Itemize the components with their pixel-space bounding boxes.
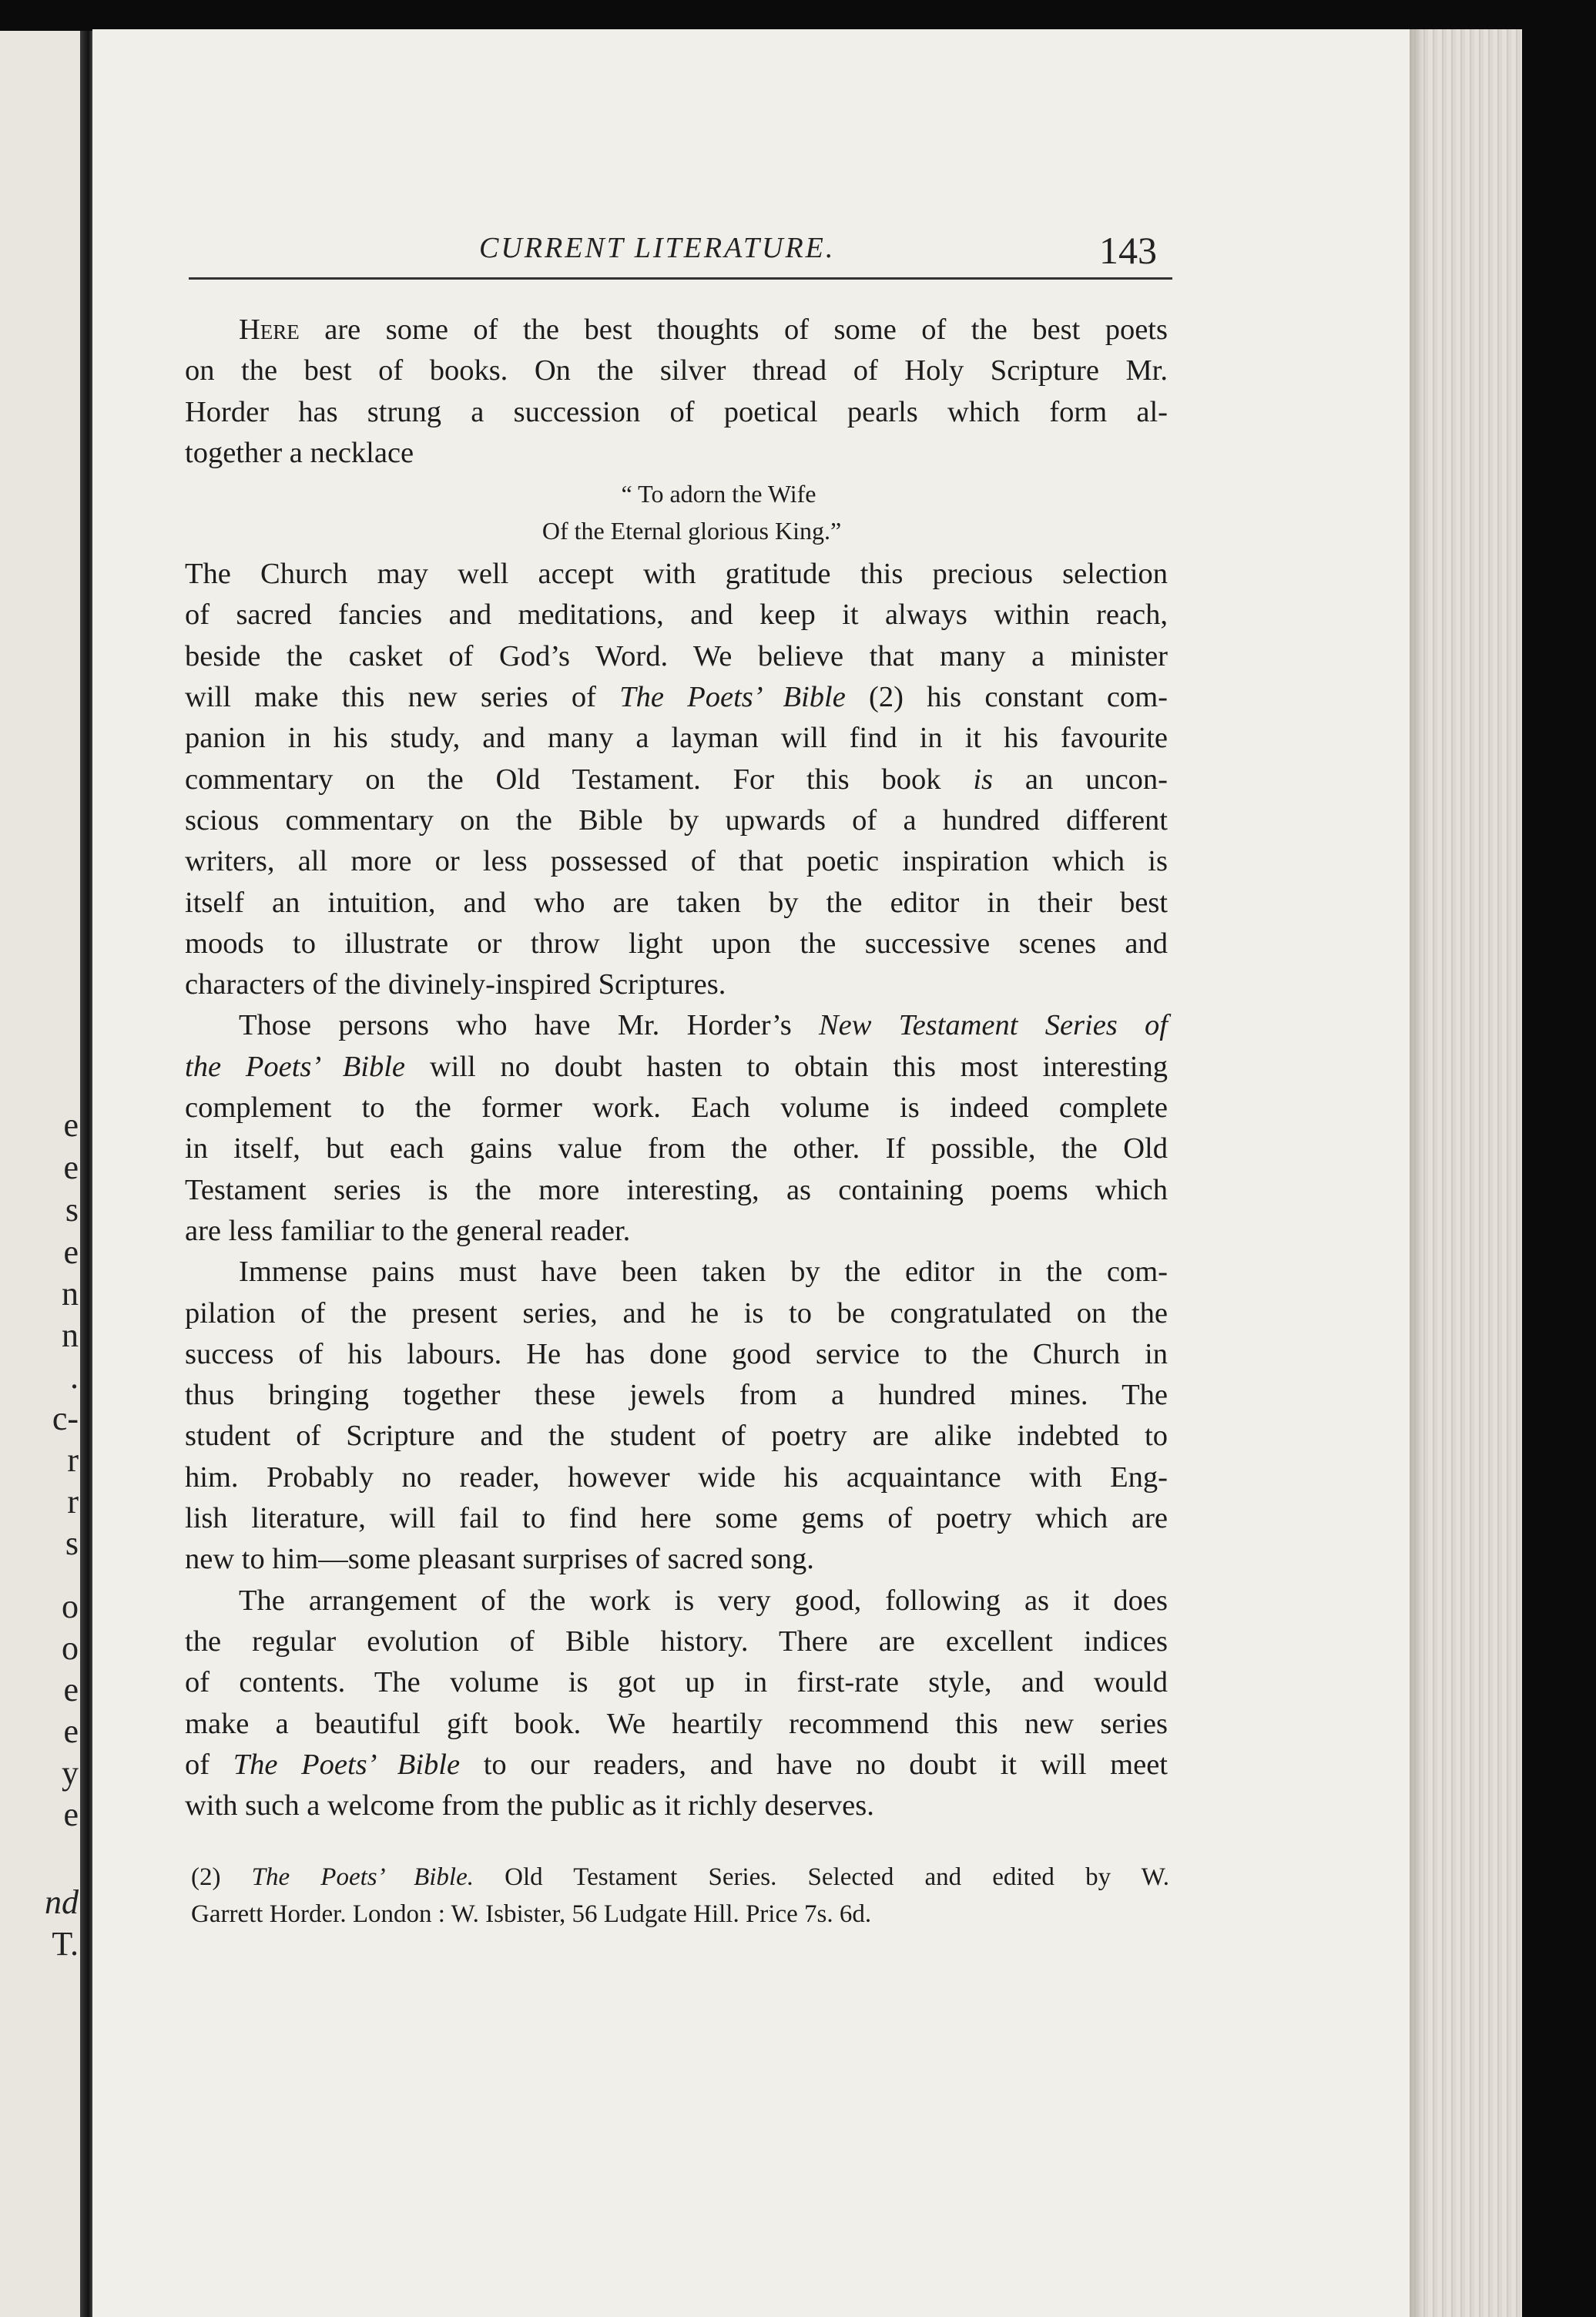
header-rule [189,277,1172,280]
text-line: with such a welcome from the public as it richly deserves. [185,1789,874,1822]
quote-line: Of the Eternal glorious King.” [542,517,842,545]
text-line: on the best of books. On the silver thread of Holy Scripture Mr. [185,354,1168,387]
text-line: complement to the former work. Each volume is indeed complete [185,1091,1168,1125]
text-line: Here are some of the best thoughts of some of the best poets [239,314,1168,346]
page-stack-edge [1410,29,1522,2317]
book-title: The Poets’ Bible [619,681,846,714]
left-page-fragment: y [62,1754,79,1792]
text-line: in itself, but each gains value from the other. If possible, the Old [185,1132,1168,1165]
footnote-line: Garrett Horder. London : W. Isbister, 56 Ludgate Hill. Price 7s. 6d. [191,1900,872,1928]
text-line: lish literature, will fail to find here some gems of poetry which are [185,1502,1168,1535]
article-body [185,310,1168,1826]
text-line: the Poets’ Bible will no doubt hasten to obtain this most interesting [185,1050,1168,1083]
book-title: New Testament Series of [818,1009,1168,1042]
book-title: the Poets’ Bible [185,1050,406,1083]
footnote [191,1859,1169,1933]
page-number: 143 [1099,229,1157,272]
left-page-fragment: e [63,1671,79,1708]
quote-line: “ To adorn the Wife [621,480,816,508]
left-page-fragment: c- [52,1400,79,1437]
left-page-fragment: e [63,1233,79,1271]
text-line: pilation of the present series, and he is to be congratulated on the [185,1296,1168,1330]
book-title: The Poets’ Bible [233,1748,461,1781]
left-page-fragment: s [65,1524,79,1562]
left-page-fragment: r [67,1441,79,1479]
text-line: Those persons who have Mr. Horder’s New Testament Series of [239,1009,1168,1042]
left-page-fragment: o [62,1629,79,1667]
book-title: The Poets’ Bible. [251,1863,474,1891]
left-page-fragment: e [63,1712,79,1750]
text-line: him. Probably no reader, however wide his acquaintance with Eng- [185,1460,1168,1494]
running-head: CURRENT LITERATURE. [479,232,836,264]
text-line: scious commentary on the Bible by upwards of a hundred different [185,803,1168,837]
text-line: the regular evolution of Bible history. There are excellent indices [185,1625,1168,1658]
text-line: itself an intuition, and who are taken by the editor in their best [185,886,1168,919]
text-line: new to him—some pleasant surprises of sacred song. [185,1543,814,1576]
left-page-fragment: r [67,1483,79,1521]
left-page-fragment: nd [45,1883,79,1921]
left-page-edge [0,31,83,2317]
left-page-fragment: e [63,1148,79,1186]
text-line: success of his labours. He has done good service to the Church in [185,1337,1168,1370]
text-line: are less familiar to the general reader. [185,1214,631,1247]
footnote-line: (2) The Poets’ Bible. Old Testament Series. Selected and edited by W. [191,1863,1169,1891]
text-line: beside the casket of God’s Word. We believe that many a minister [185,639,1168,672]
text-line: of sacred fancies and meditations, and keep it always within reach, [185,599,1168,632]
text-line: The Church may well accept with gratitude this precious selection [185,558,1168,591]
text-line: The arrangement of the work is very good, following as it does [239,1584,1168,1617]
text-line: thus bringing together these jewels from a hundred mines. The [185,1379,1168,1412]
left-page-fragment: s [65,1191,79,1229]
text-line: together a necklace [185,436,414,469]
left-page-fragment: T. [52,1925,79,1963]
text-line: Horder has strung a succession of poetical pearls which form al- [185,395,1168,428]
text-line: characters of the divinely-inspired Scriptures. [185,968,726,1001]
left-page-fragment: o [62,1588,79,1625]
text-line: student of Scripture and the student of poetry are alike indebted to [185,1420,1168,1453]
left-page-fragment: n [62,1316,79,1354]
text-line: of contents. The volume is got up in first-rate style, and would [185,1666,1168,1699]
left-page-fragment: n [62,1275,79,1313]
text-line: make a beautiful gift book. We heartily recommend this new series [185,1707,1168,1740]
text-line: panion in his study, and many a layman will find in it his favourite [185,722,1168,755]
left-page-fragment: . [70,1358,79,1396]
left-page-fragment: e [63,1796,79,1833]
text-line: will make this new series of The Poets’ Bible (2) his constant com- [185,681,1168,714]
text-line: Immense pains must have been taken by the editor in the com- [239,1256,1168,1289]
text-line: Testament series is the more interesting, as containing poems which [185,1173,1168,1206]
text-line: of The Poets’ Bible to our readers, and have no doubt it will meet [185,1748,1168,1781]
left-page-fragment: e [63,1106,79,1144]
text-line: moods to illustrate or throw light upon the successive scenes and [185,927,1168,960]
text-line: commentary on the Old Testament. For this book is an uncon- [185,763,1168,796]
text-line: writers, all more or less possessed of that poetic inspiration which is [185,845,1168,878]
verse-quote [185,475,1168,549]
